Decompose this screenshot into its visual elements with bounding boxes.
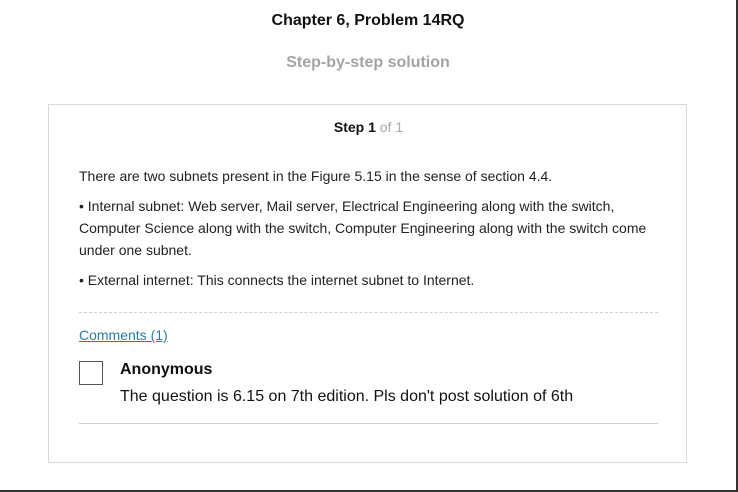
section-divider: [79, 312, 658, 313]
solution-paragraph: • Internal subnet: Web server, Mail server, Electrical Engineering along with the switch, Computer Science along with the switch, Computer Engineering along with the switch come under one subnet.: [79, 198, 647, 258]
step-total: of 1: [379, 119, 404, 135]
step-header: [49, 119, 688, 135]
comment-divider: [79, 423, 658, 424]
solution-content: [79, 165, 659, 299]
avatar: [79, 361, 103, 385]
solution-paragraph: • External internet: This connects the internet subnet to Internet.: [79, 272, 475, 288]
step-label: Step: [333, 119, 365, 135]
step-card: [48, 104, 687, 463]
comment-text: The question is 6.15 on 7th edition. Pls don't post solution of 6th: [120, 388, 574, 405]
comment-author: Anonymous: [120, 361, 213, 378]
chapter-title: Chapter 6, Problem 14RQ: [271, 12, 465, 29]
solution-paragraph: There are two subnets present in the Figure 5.15 in the sense of section 4.4.: [79, 168, 553, 184]
step-number: 1: [368, 119, 376, 135]
page-subtitle: Step-by-step solution: [286, 54, 450, 71]
comments-link[interactable]: Comments (1): [79, 327, 168, 343]
